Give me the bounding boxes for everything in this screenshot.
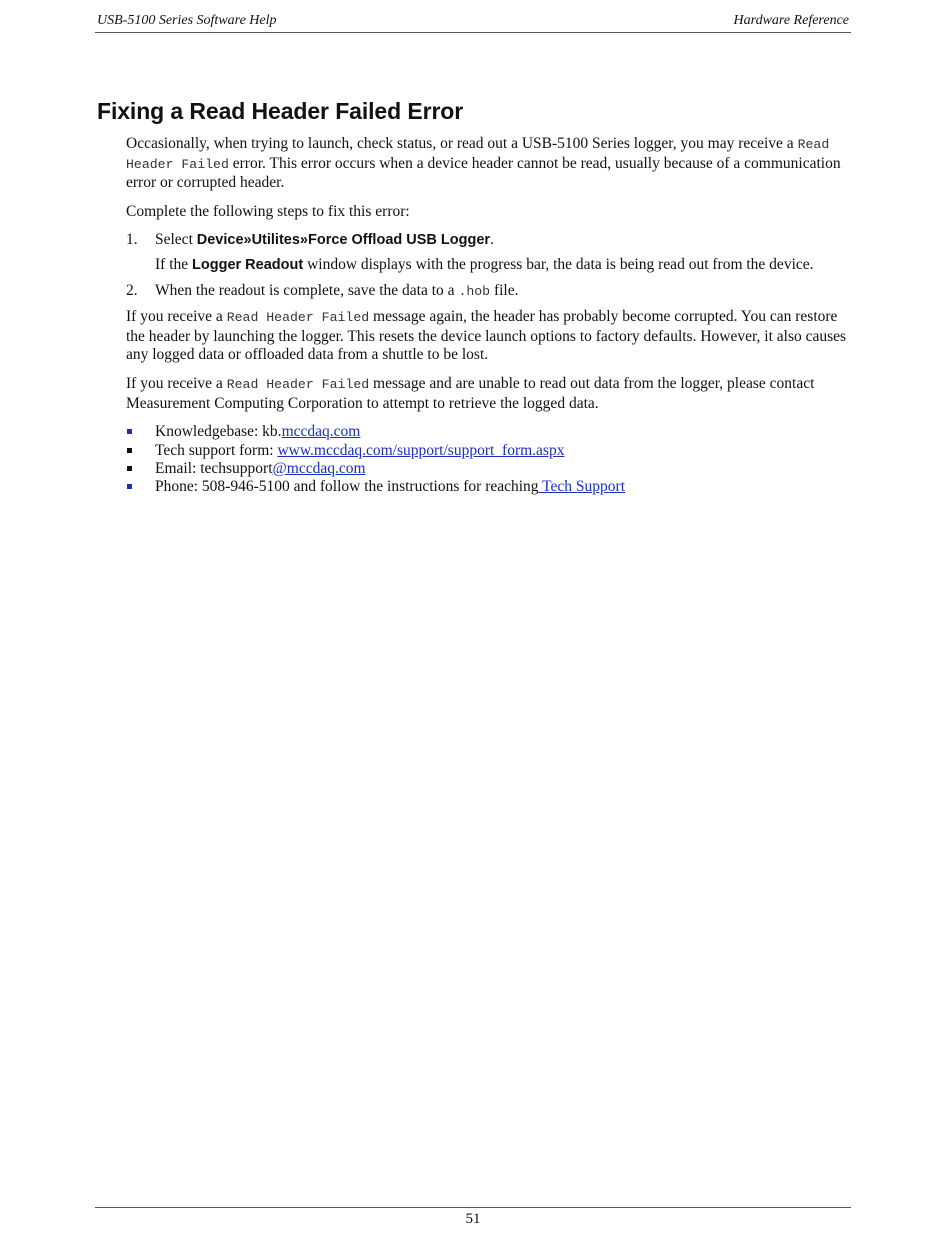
step-1-note <box>155 256 854 275</box>
contact-paragraph <box>126 375 854 413</box>
step-1-note-start: If the <box>155 255 193 273</box>
bullet-square-icon <box>127 429 132 434</box>
header-document-title: USB-5100 Series Software Help <box>97 13 277 28</box>
header-section-title: Hardware Reference <box>733 13 849 28</box>
running-footer <box>95 1207 851 1228</box>
contact-item-phone <box>126 478 854 496</box>
step-2-text: When the readout is complete, save the data to a <box>155 281 459 299</box>
error-code-text: Read Header Failed <box>226 310 370 326</box>
corrupt-text-start: If you receive a <box>126 308 227 326</box>
contact-item-email <box>126 460 854 478</box>
intro-paragraph <box>126 135 854 193</box>
contact-label: Phone: 508-946-5100 and follow the instructions for reaching <box>155 478 539 496</box>
error-code-text: Read Header Failed <box>126 137 830 172</box>
corrupt-header-paragraph <box>126 308 854 365</box>
support-form-link[interactable]: www.mccdaq.com/support/support_form.aspx <box>277 441 565 459</box>
contact-text-start: If you receive a <box>126 374 227 392</box>
corrupt-text-end: message again, the header has probably become corrupted. You can restore the header by launching the logger. This resets the device launch options to factory defaults. However, it also causes any logged data or offloaded data from a shuttle to be lost. <box>126 308 847 364</box>
error-code-text: Read Header Failed <box>226 376 370 392</box>
running-header <box>95 12 851 33</box>
file-extension: .hob <box>458 283 491 299</box>
step-1-text: Select <box>155 231 197 249</box>
step-1-punctuation: . <box>490 231 494 249</box>
step-2 <box>126 282 854 302</box>
menu-path: Device»Utilites»Force Offload USB Logger <box>196 232 491 249</box>
steps-list <box>126 231 854 301</box>
intro-text-start: Occasionally, when trying to launch, check status, or read out a USB-5100 Series logger, you may receive a <box>126 135 798 152</box>
contact-item-knowledgebase <box>126 423 854 441</box>
bullet-square-icon <box>127 466 132 471</box>
email-link[interactable]: @mccdaq.com <box>272 459 366 477</box>
contact-item-support-form <box>126 442 854 460</box>
article-body <box>126 135 854 497</box>
intro-text-end: error. This error occurs when a device header cannot be read, usually because of a communication error or corrupted header. <box>126 154 841 192</box>
bullet-square-icon <box>127 484 132 489</box>
step-number: 1. <box>126 231 138 249</box>
contact-label: Tech support form: <box>155 441 278 459</box>
contact-list <box>126 423 854 497</box>
window-name: Logger Readout <box>192 256 304 273</box>
contact-text-end: message and are unable to read out data from the logger, please contact Measurement Computing Corporation to attempt to retrieve the logged data. <box>126 374 815 412</box>
contact-label: Email: techsupport <box>155 459 273 477</box>
step-2-text-end: file. <box>490 281 519 299</box>
page-number: 51 <box>465 1211 481 1227</box>
page-title: Fixing a Read Header Failed Error <box>97 98 464 124</box>
step-2-instruction <box>155 282 854 302</box>
tech-support-link[interactable]: Tech Support <box>538 478 626 496</box>
bullet-square-icon <box>127 448 132 453</box>
step-1-note-end: window displays with the progress bar, the data is being read out from the device. <box>303 255 814 273</box>
step-number: 2. <box>126 281 138 299</box>
knowledgebase-link[interactable]: mccdaq.com <box>281 423 361 441</box>
steps-intro: Complete the following steps to fix this error: <box>126 202 410 220</box>
contact-label: Knowledgebase: kb. <box>155 423 282 441</box>
step-1-instruction <box>155 231 854 250</box>
step-1 <box>126 231 854 274</box>
